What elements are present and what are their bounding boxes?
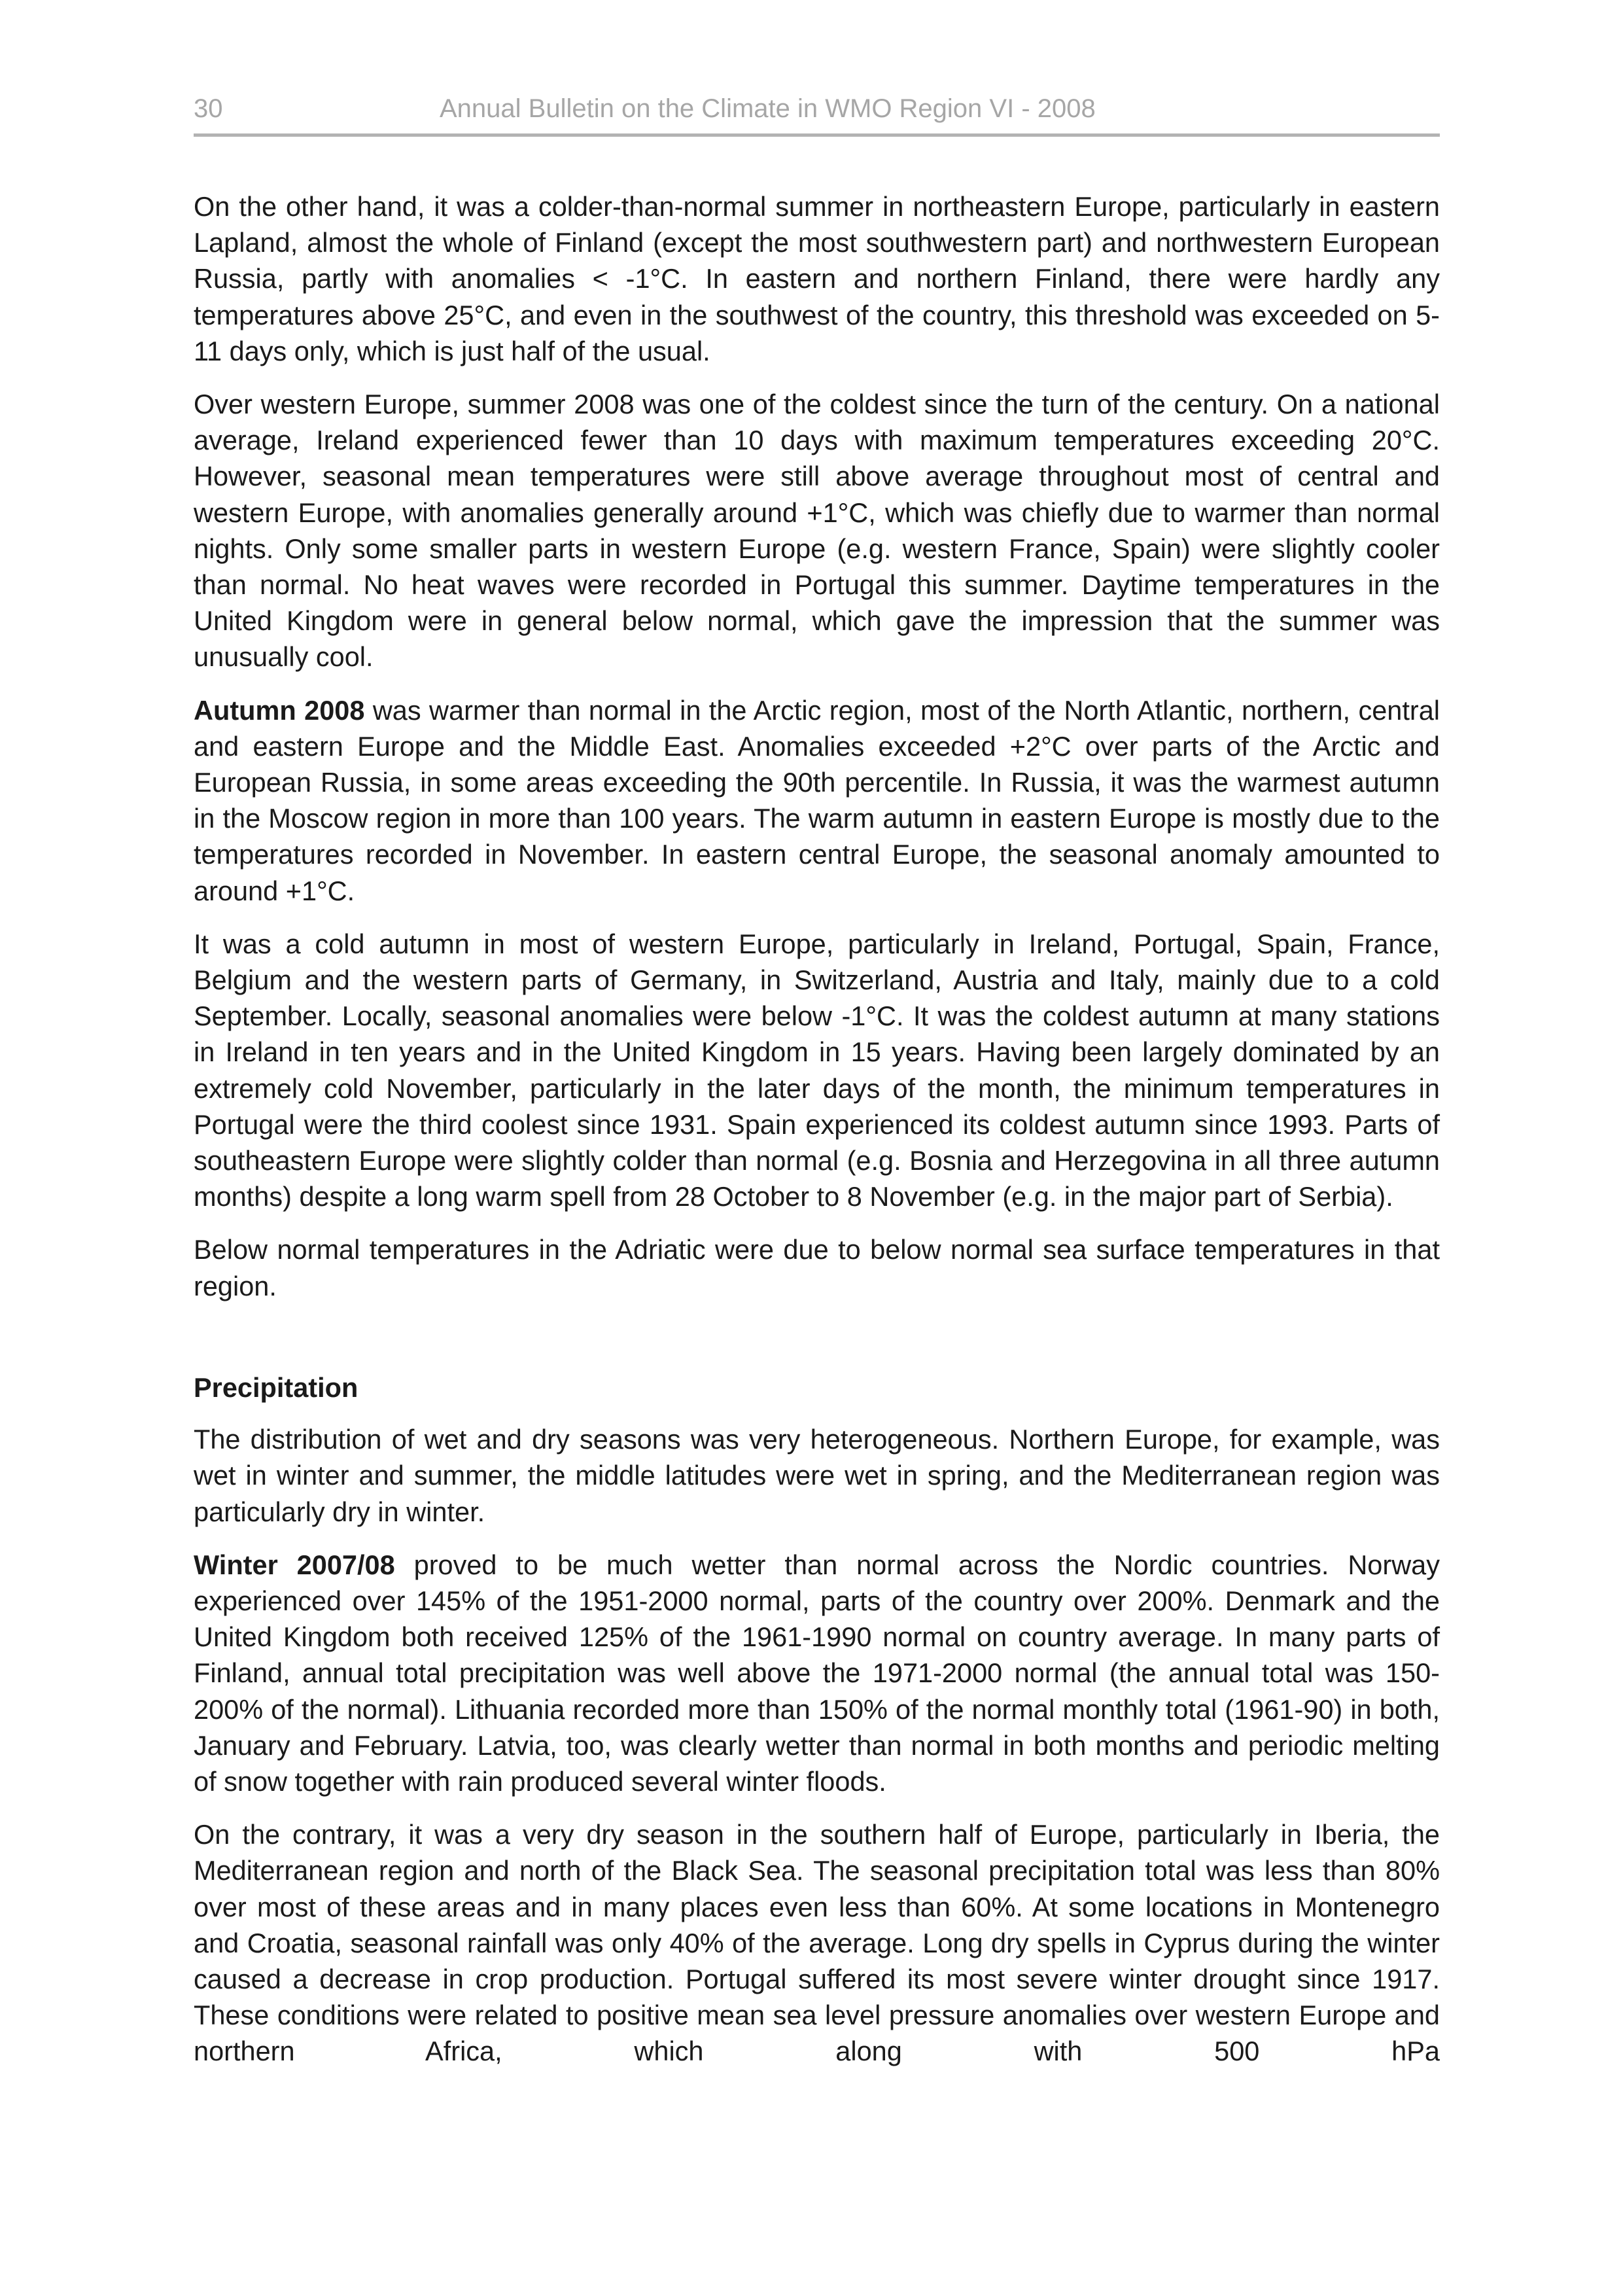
run-in-heading-autumn: Autumn 2008: [194, 694, 365, 726]
paragraph-dry-south: On the contrary, it was a very dry season in the southern half of Europe, particularly in Iberia, the Mediterranean region and north of the Black Sea. The seasonal precipitation total was less than 80% over most of these areas and in many places even less than 60%. At some locations in Montenegro and Croatia, seasonal rainfall was only 40% of the average. Long dry spells in Cyprus during the winter caused a decrease in crop production. Portugal suffered its most severe winter drought since 1917. These conditions were related to positive mean sea level pressure anomalies over western Europe and northern Africa, which along with 500 hPa: [194, 1819, 1440, 2067]
running-title: Annual Bulletin on the Climate in WMO Region VI - 2008: [440, 94, 1096, 123]
section-heading-precipitation: Precipitation: [194, 1371, 358, 1403]
paragraph-autumn-west: It was a cold autumn in most of western Europe, particularly in Ireland, Portugal, Spain, France, Belgium and the western parts of Germany, in Switzerland, Austria and Italy, mainly due to a cold September. Locally, seasonal anomalies were below -1°C. It was the coldest autumn at many stations in Ireland in ten years and in the United Kingdom in 15 years. Having been largely dominated by an extremely cold November, particularly in the later days of the month, the minimum temperatures in Portugal were the third coolest since 1931. Spain experienced its coldest autumn since 1993. Parts of southeastern Europe were slightly colder than normal (e.g. Bosnia and Herzegovina in all three autumn months) despite a long warm spell from 28 October to 8 November (e.g. in the major part of Serbia).: [194, 928, 1440, 1212]
page-header: [194, 92, 1440, 137]
body-text: [194, 188, 1440, 2087]
page-number: 30: [194, 94, 223, 123]
paragraph-summer-northeast: On the other hand, it was a colder-than-normal summer in northeastern Europe, particularly in eastern Lapland, almost the whole of Finland (except the most southwestern part) and northwestern European Russia, partly with anomalies < -1°C. In eastern and northern Finland, there were hardly any temperatures above 25°C, and even in the southwest of the country, this threshold was exceeded on 5-11 days only, which is just half of the usual.: [194, 191, 1440, 366]
paragraph-winter-text: proved to be much wetter than normal across the Nordic countries. Norway experienced over 145% of the 1951-2000 normal, parts of the country over 200%. Denmark and the United Kingdom both received 125% of the 1961-1990 normal on country average. In many parts of Finland, annual total precipitation was well above the 1971-2000 normal (the annual total was 150-200% of the normal). Lithuania recorded more than 150% of the normal monthly total (1961-90) in both, January and February. Latvia, too, was clearly wetter than normal in both months and periodic melting of snow together with rain produced several winter floods.: [194, 1549, 1440, 1797]
paragraph-winter-2007-08: [194, 1547, 1440, 1799]
paragraph-autumn-2008: [194, 692, 1440, 909]
paragraph-precip-intro: The distribution of wet and dry seasons was very heterogeneous. Northern Europe, for example, was wet in winter and summer, the middle latitudes were wet in spring, and the Mediterranean region was particularly dry in winter.: [194, 1424, 1440, 1527]
run-in-heading-winter: Winter 2007/08: [194, 1549, 395, 1580]
paragraph-summer-west: Over western Europe, summer 2008 was one of the coldest since the turn of the century. On a national average, Ireland experienced fewer than 10 days with maximum temperatures exceeding 20°C. However, seasonal mean temperatures were still above average throughout most of central and western Europe, with anomalies generally around +1°C, which was chiefly due to warmer than normal nights. Only some smaller parts in western Europe (e.g. western France, Spain) were slightly cooler than normal. No heat waves were recorded in Portugal this summer. Daytime temperatures in the United Kingdom were in general below normal, which gave the impression that the summer was unusually cool.: [194, 389, 1440, 673]
paragraph-autumn-text: was warmer than normal in the Arctic region, most of the North Atlantic, northern, central and eastern Europe and the Middle East. Anomalies exceeded +2°C over parts of the Arctic and European Russia, in some areas exceeding the 90th percentile. In Russia, it was the warmest autumn in the Moscow region in more than 100 years. The warm autumn in eastern Europe is mostly due to the temperatures recorded in November. In eastern central Europe, the seasonal anomaly amounted to around +1°C.: [194, 694, 1440, 906]
paragraph-adriatic: Below normal temperatures in the Adriatic were due to below normal sea surface temperatures in that region.: [194, 1234, 1440, 1301]
